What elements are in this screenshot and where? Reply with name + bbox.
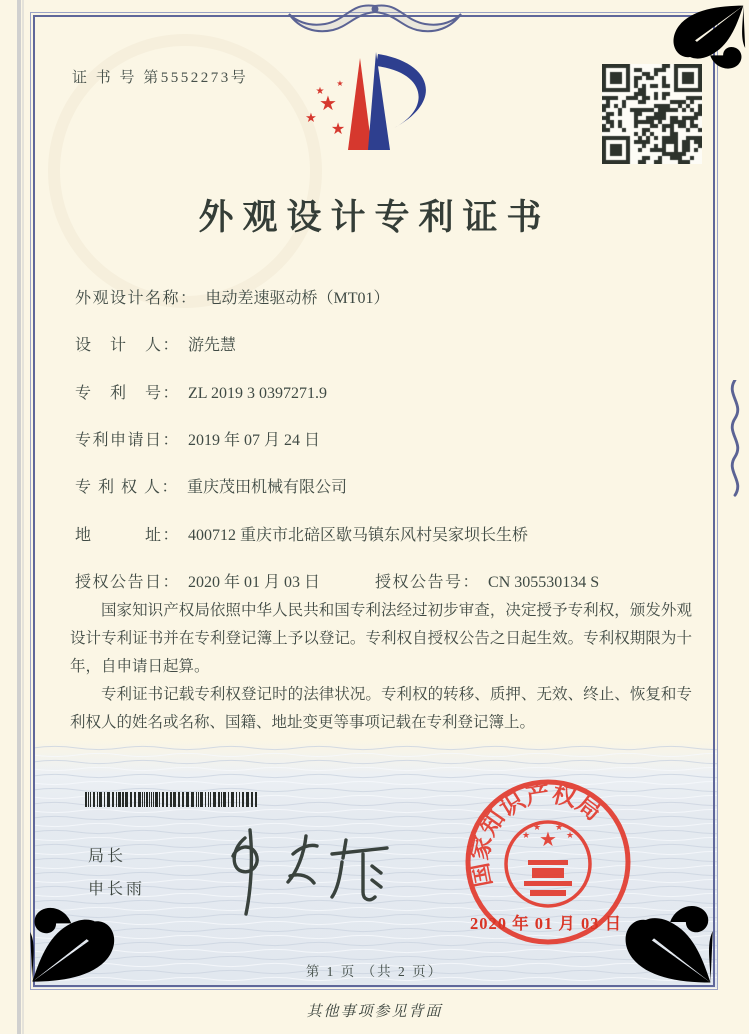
field-grant-number xyxy=(375,569,599,592)
director-title: 局长 xyxy=(88,848,127,865)
svg-text:★: ★ xyxy=(319,93,337,115)
seal-date: 2020 年 01 月 03 日 xyxy=(470,914,623,933)
svg-text:★: ★ xyxy=(565,830,575,840)
svg-text:★: ★ xyxy=(539,829,557,851)
field-grant-date-and-number xyxy=(75,569,705,592)
field-design-name xyxy=(75,285,705,308)
field-value: 游先慧 xyxy=(188,337,237,354)
director-signature-icon xyxy=(205,816,415,924)
field-value: 2019 年 07 月 24 日 xyxy=(188,432,321,449)
barcode-icon xyxy=(85,792,285,807)
field-label: 外观设计名称： xyxy=(75,290,198,307)
field-value: 电动差速驱动桥（MT01） xyxy=(205,290,390,307)
certificate-number: 证 书 号 第5552273号 xyxy=(72,70,249,86)
legal-paragraph-1: 国家知识产权局依照中华人民共和国专利法经过初步审查，决定授予专利权，颁发外观设计专利证书并在专利登记簿上予以登记。专利权自授权公告之日起生效。专利权期限为十年，自申请日起算。 xyxy=(70,602,692,675)
national-emblem-icon xyxy=(506,822,590,906)
field-value: ZL 2019 3 0397271.9 xyxy=(188,385,327,402)
field-label: 地 址： xyxy=(75,527,181,544)
back-side-note: 其他事项参见背面 xyxy=(306,1004,443,1020)
svg-text:★: ★ xyxy=(330,121,346,138)
field-value: 重庆茂田机械有限公司 xyxy=(187,479,348,496)
legal-text xyxy=(70,597,692,736)
certificate-title: 外观设计专利证书 xyxy=(198,198,551,237)
field-label: 专利申请日： xyxy=(75,432,181,449)
svg-text:★: ★ xyxy=(336,79,344,88)
field-label: 专 利 号： xyxy=(75,385,181,402)
svg-text:★: ★ xyxy=(305,110,317,125)
qr-code-icon xyxy=(602,64,702,164)
page-edge-shadow-light xyxy=(22,0,24,1034)
page-edge-shadow xyxy=(17,0,21,1034)
director-name: 申长雨 xyxy=(88,881,146,898)
field-label: 授权公告日： xyxy=(75,574,181,591)
field-value: 2020 年 01 月 03 日 xyxy=(188,574,321,591)
field-label: 授权公告号： xyxy=(375,574,481,591)
svg-text:★: ★ xyxy=(554,822,564,832)
seal-ring-text: 国家知识产权局 xyxy=(467,781,606,890)
right-edge-flourish-icon xyxy=(722,380,748,500)
field-value: CN 305530134 S xyxy=(488,574,600,591)
svg-text:★: ★ xyxy=(521,830,531,840)
top-center-flourish-icon xyxy=(255,0,495,40)
field-designer xyxy=(75,332,705,355)
svg-text:★: ★ xyxy=(315,86,325,97)
field-filing-date xyxy=(75,427,705,450)
field-value: 400712 重庆市北碚区歇马镇东风村吴家坝长生桥 xyxy=(188,527,529,544)
svg-text:★: ★ xyxy=(532,822,542,832)
field-label: 专 利 权 人： xyxy=(75,479,180,496)
page-number: 第 1 页 （共 2 页） xyxy=(305,964,444,979)
legal-paragraph-2: 专利证书记载专利权登记时的法律状况。专利权的转移、质押、无效、终止、恢复和专利权人的姓名或名称、国籍、地址变更等事项记载在专利登记簿上。 xyxy=(70,685,692,731)
field-patent-number xyxy=(75,380,705,403)
cnipa-logo-icon xyxy=(298,42,448,166)
field-address xyxy=(75,522,705,545)
field-label: 设 计 人： xyxy=(75,337,181,354)
field-patentee xyxy=(75,474,705,497)
